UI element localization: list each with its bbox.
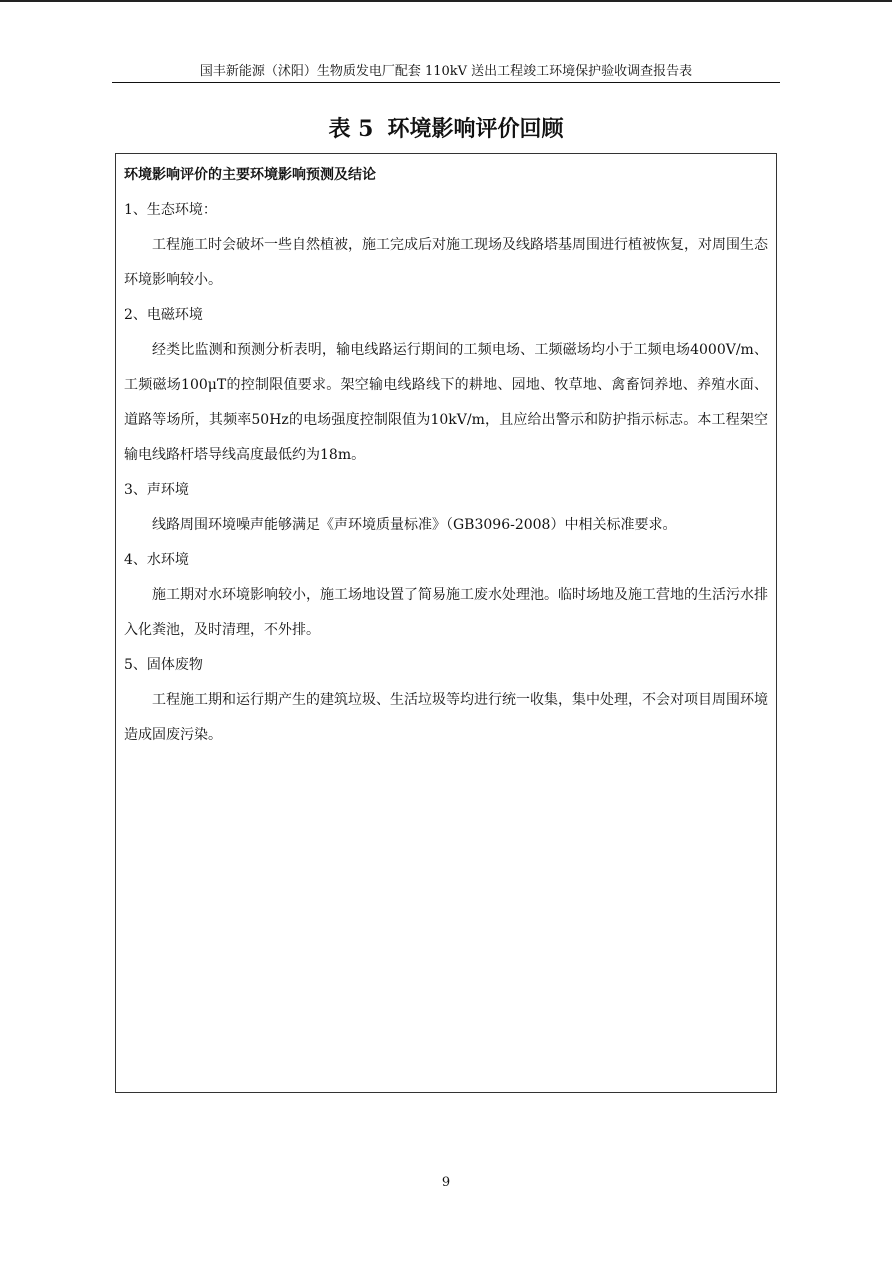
running-header: 国丰新能源（沭阳）生物质发电厂配套 110kV 送出工程竣工环境保护验收调查报告表: [199, 64, 693, 79]
section-body: 工程施工期和运行期产生的建筑垃圾、生活垃圾等均进行统一收集，集中处理，不会对项目周围环境造成固废污染。: [124, 692, 768, 743]
section-acoustic: [124, 473, 768, 543]
section-body: 线路周围环境噪声能够满足《声环境质量标准》（GB3096-2008）中相关标准要求。: [152, 517, 677, 533]
table-title-text: 环境影响评价回顾: [387, 116, 564, 142]
table-number: 表 5: [328, 116, 374, 142]
top-border-line: [0, 0, 892, 2]
section-ecology: [124, 193, 768, 298]
review-table-frame: [115, 153, 777, 1093]
section-body: 施工期对水环境影响较小，施工场地设置了简易施工废水处理池。临时场地及施工营地的生活污水排入化粪池，及时清理，不外排。: [124, 587, 768, 638]
section-title: 5、固体废物: [124, 657, 203, 673]
section-title: 3、声环境: [124, 482, 189, 498]
section-title: 1、生态环境：: [124, 202, 217, 218]
page-number: 9: [441, 1175, 451, 1190]
section-title: 4、水环境: [124, 552, 189, 568]
section-body: 经类比监测和预测分析表明，输电线路运行期间的工频电场、工频磁场均小于工频电场4000V/m、工频磁场100μT的控制限值要求。架空输电线路线下的耕地、园地、牧草地、禽畜饲养地、养殖水面、道路等场所，其频率50Hz的电场强度控制限值为10kV/m，且应给出警示和防护指示标志。本工程架空输电线路杆塔导线高度最低约为18m。: [124, 342, 768, 463]
section-title: 2、电磁环境: [124, 307, 203, 323]
table-heading: 环境影响评价的主要环境影响预测及结论: [124, 167, 376, 183]
section-water: [124, 543, 768, 648]
table-title: [112, 112, 780, 146]
section-solid-waste: [124, 648, 768, 753]
section-body: 工程施工时会破坏一些自然植被，施工完成后对施工现场及线路塔基周围进行植被恢复，对周围生态环境影响较小。: [124, 237, 768, 288]
section-electromagnetic: [124, 298, 768, 473]
header-divider: [112, 82, 780, 83]
